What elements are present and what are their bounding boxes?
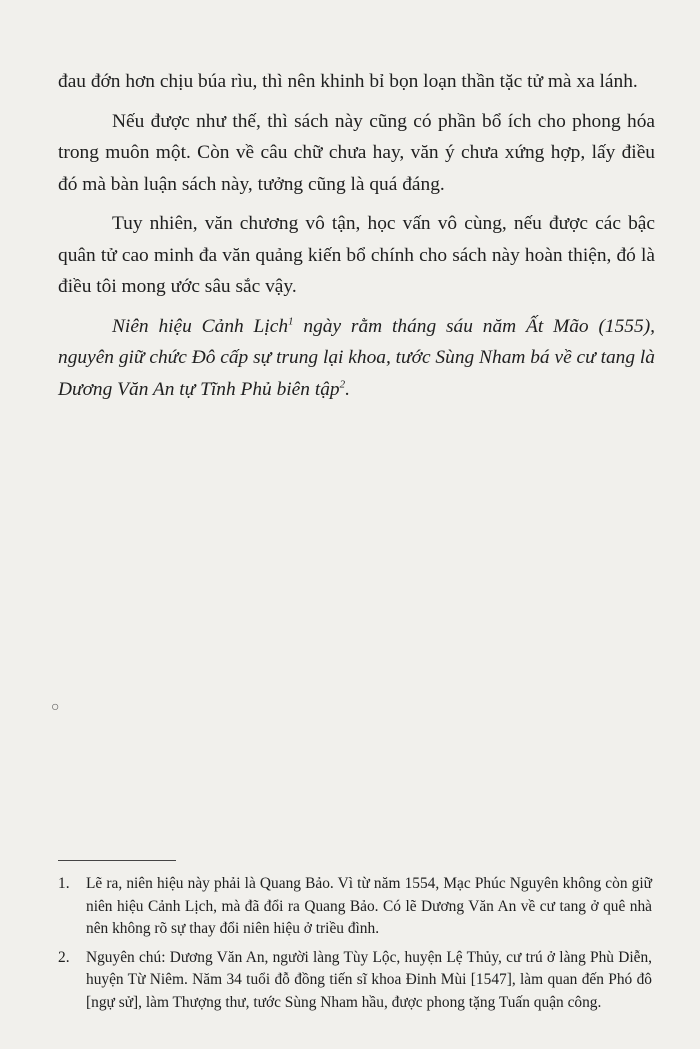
footnote-number: 1.	[58, 875, 70, 892]
footnote-1	[58, 873, 652, 941]
paragraph-benefit: Nếu được như thế, thì sách này cũng có phần bổ ích cho phong hóa trong muôn một. Còn về câu chữ chưa hay, văn ý chưa xứng hợp, lấy điều đó mà bàn luận sách này, tưởng cũng là quá đáng.	[58, 110, 655, 195]
paragraph-hope: Tuy nhiên, văn chương vô tận, học vấn vô cùng, nếu được các bậc quân tử cao minh đa văn quảng kiến bổ chính cho sách này hoàn thiện, đó là điều tôi mong ước sâu sắc vậy.	[58, 213, 655, 297]
footnotes	[58, 873, 652, 1020]
footnote-ref-1: 1	[288, 315, 294, 328]
footnote-separator	[58, 860, 176, 861]
signature-end: .	[345, 378, 350, 400]
small-circle-mark: ○	[51, 700, 60, 715]
footnote-2	[58, 947, 652, 1015]
footnote-ref-2: 2	[339, 378, 346, 391]
paragraph-continuation: đau đớn hơn chịu búa rìu, thì nên khinh bỉ bọn loạn thần tặc tử mà xa lánh.	[58, 71, 638, 92]
signature-paragraph	[58, 311, 655, 406]
footnote-number: 2.	[58, 948, 70, 966]
footnote-text: Lẽ ra, niên hiệu này phải là Quang Bảo. Vì từ năm 1554, Mạc Phúc Nguyên không còn giữ niên hiệu Cảnh Lịch, mà đã đổi ra Quang Bảo. Có lẽ Dương Văn An về cư tang ở quê nhà nên không rõ sự thay đổi niên hiệu ở triều đình.	[86, 875, 652, 937]
footnote-text: Nguyên chú: Dương Văn An, người làng Tùy Lộc, huyện Lệ Thủy, cư trú ở làng Phù Diễn, huyện Từ Niêm. Năm 34 tuổi đỗ đồng tiến sĩ khoa Đinh Mùi [1547], làm quan đến Phó đô [ngự sử], làm Thượng thư, tước Sùng Nham hầu, được phong tặng Tuấn quận công.	[86, 948, 652, 1011]
signature-text-start: Niên hiệu Cảnh Lịch	[112, 315, 289, 337]
signature-text-rest: ngày rằm tháng sáu năm Ất Mão (1555), nguyên giữ chức Đô cấp sự trung lại khoa, tước Sùng Nham bá về cư tang là Dương Văn An tự Tĩnh Phủ biên tập	[58, 315, 655, 400]
main-text	[58, 66, 655, 413]
